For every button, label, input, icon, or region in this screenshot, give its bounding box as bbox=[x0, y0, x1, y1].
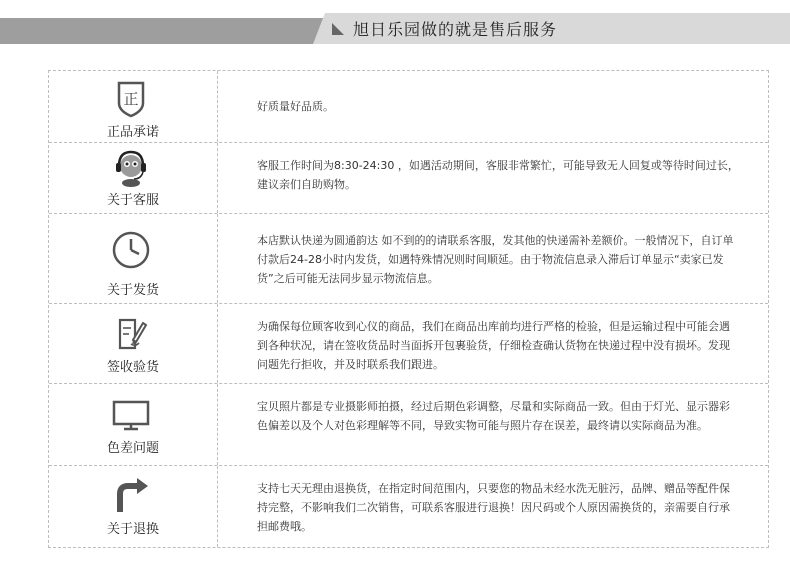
table-row bbox=[49, 143, 768, 214]
row-text: 宝贝照片都是专业摄影师拍摄，经过后期色彩调整，尽量和实际商品一致。但由于灯光、显示器彩色偏差以及个人对色彩理解等不同，导致实物可能与照片存在误差，最终请以实际商品为准。 bbox=[257, 400, 730, 432]
column-divider bbox=[217, 214, 218, 303]
label-cell bbox=[49, 384, 217, 465]
label-cell bbox=[49, 304, 217, 383]
column-divider bbox=[217, 71, 218, 142]
row-text: 好质量好品质。 bbox=[257, 100, 334, 113]
corner-triangle-icon bbox=[329, 20, 347, 38]
row-text: 本店默认快递为圆通韵达 如不到的的请联系客服，发其他的快递需补差额价。一般情况下，自订单付款后24-28小时内发货，如遇特殊情况则时间顺延。由于物流信息录入滞后订单显示“卖家已发货”之后可能无法同步显示物流信息。 bbox=[257, 234, 734, 285]
row-text: 客服工作时间为8:30-24:30 ，如遇活动期间，客服非常繁忙，可能导致无人回复或等待时间过长，建议亲们自助购物。 bbox=[257, 159, 739, 191]
headset-agent-icon bbox=[107, 145, 155, 189]
return-arrow-icon bbox=[107, 474, 155, 518]
clock-icon bbox=[107, 228, 155, 272]
table-row bbox=[49, 304, 768, 384]
service-table bbox=[48, 70, 769, 548]
row-text: 为确保每位顾客收到心仪的商品，我们在商品出库前均进行严格的检验，但是运输过程中可能会遇到各种状况，请在签收货品时当面拆开包裹验货，仔细检查确认货物在快递过程中没有损坏。发现问题先行拒收，并及时联系我们跟进。 bbox=[257, 320, 730, 371]
row-label: 色差问题 bbox=[106, 441, 159, 456]
row-label: 正品承诺 bbox=[106, 125, 159, 140]
table-row bbox=[49, 384, 768, 466]
column-divider bbox=[217, 384, 218, 465]
sign-document-icon bbox=[107, 312, 155, 356]
row-text: 支持七天无理由退换货，在指定时间范围内，只要您的物品未经水洗无脏污，品牌、赠品等配件保持完整，不影响我们二次销售，可联系客服进行退换！因尺码或个人原因需换货的，亲需要自行承担邮费哦。 bbox=[257, 482, 730, 533]
label-cell bbox=[49, 143, 217, 213]
row-label: 签收验货 bbox=[106, 360, 159, 375]
shield-icon bbox=[107, 77, 155, 121]
row-label: 关于客服 bbox=[106, 193, 159, 208]
table-row bbox=[49, 214, 768, 304]
label-cell bbox=[49, 214, 217, 303]
monitor-icon bbox=[107, 394, 155, 438]
row-label: 关于发货 bbox=[106, 283, 159, 298]
row-label: 关于退换 bbox=[106, 522, 159, 537]
column-divider bbox=[217, 143, 218, 213]
svg-text:正: 正 bbox=[123, 90, 139, 108]
header-tab-edge bbox=[313, 13, 325, 44]
column-divider bbox=[217, 466, 218, 547]
label-cell bbox=[49, 71, 217, 142]
page-title: 旭日乐园做的就是售后服务 bbox=[353, 20, 558, 39]
table-row bbox=[49, 466, 768, 547]
table-row bbox=[49, 71, 768, 143]
header-tab bbox=[325, 13, 790, 44]
label-cell bbox=[49, 466, 217, 547]
column-divider bbox=[217, 304, 218, 383]
